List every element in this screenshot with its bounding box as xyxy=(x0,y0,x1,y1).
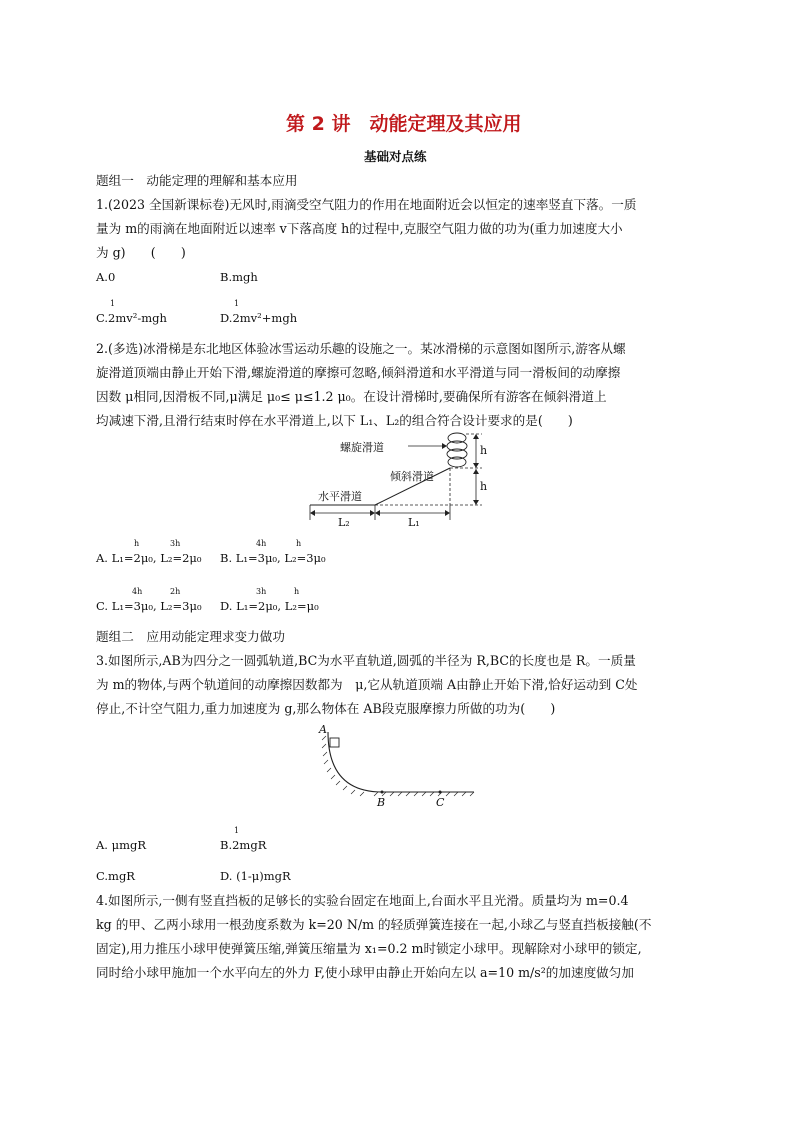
group1-heading: 题组一 动能定理的理解和基本应用 xyxy=(96,173,298,188)
q1-line-2: 量为 m的雨滴在地面附近以速率 v下落高度 h的过程中,克服空气阻力做的功为(重力加速度大小 xyxy=(96,221,623,236)
q1-option-d-numerator: 1 xyxy=(234,299,240,308)
q3-option-b-numerator: 1 xyxy=(234,826,240,835)
q3-option-c: C.mgR xyxy=(96,869,135,883)
q2-line-3: 因数 μ相同,因滑板不同,μ满足 μ₀≤ μ≤1.2 μ₀。在设计滑梯时,要确保所有游客在倾斜滑道上 xyxy=(96,389,607,404)
arc-track-diagram xyxy=(312,722,482,814)
q2-option-d: D. L₁=2μ₀, L₂=μ₀ xyxy=(220,599,319,613)
horizontal-slide-label: 水平滑道 xyxy=(318,490,362,503)
q2-option-c-num2: 2h xyxy=(170,587,181,596)
q2-line-4: 均减速下滑,且滑行结束时停在水平滑道上,以下 L₁、L₂的组合符合设计要求的是( ) xyxy=(96,413,573,428)
point-c-label: C xyxy=(436,796,445,809)
point-a-label: A xyxy=(319,723,327,736)
q2-option-b-num1: 4h xyxy=(256,539,267,548)
q4-line-3: 固定),用力推压小球甲使弹簧压缩,弹簧压缩量为 x₁=0.2 m时锁定小球甲。现解除对小球甲的锁定, xyxy=(96,941,642,956)
spiral-slide-label: 螺旋滑道 xyxy=(340,441,384,454)
q1-line-3: 为 g) ( ) xyxy=(96,245,186,260)
point-b-label: B xyxy=(377,796,386,809)
q3-option-d: D. (1-μ)mgR xyxy=(220,869,291,883)
height-label-lower: h xyxy=(480,480,488,493)
height-label-upper: h xyxy=(480,444,488,457)
section-subtitle: 基础对点练 xyxy=(364,149,427,164)
q1-line-1: 1.(2023 全国新课标卷)无风时,雨滴受空气阻力的作用在地面附近会以恒定的速率竖直下落。一质 xyxy=(96,197,637,212)
q3-line-2: 为 m的物体,与两个轨道间的动摩擦因数都为 μ,它从轨道顶端 A由静止开始下滑,恰好运动到 C处 xyxy=(96,677,638,692)
q3-option-b: B.2mgR xyxy=(220,838,267,852)
q2-option-b: B. L₁=3μ₀, L₂=3μ₀ xyxy=(220,551,326,565)
arc-track-figure xyxy=(312,722,482,814)
q2-option-a-num2: 3h xyxy=(170,539,181,548)
q4-line-4: 同时给小球甲施加一个水平向左的外力 F,使小球甲由静止开始向左以 a=10 m/s²的加速度做匀加 xyxy=(96,965,634,980)
length-label-l2: L₂ xyxy=(338,516,350,529)
q3-line-3: 停止,不计空气阻力,重力加速度为 g,那么物体在 AB段克服摩擦力所做的功为( ) xyxy=(96,701,556,716)
q2-option-a-num1: h xyxy=(134,539,140,548)
q4-line-1: 4.如图所示,一侧有竖直挡板的足够长的实验台固定在地面上,台面水平且光滑。质量均为 m=0.4 xyxy=(96,893,629,908)
q2-line-2: 旋滑道顶端由静止开始下滑,螺旋滑道的摩擦可忽略,倾斜滑道和水平滑道与同一滑板间的动摩擦 xyxy=(96,365,621,380)
q1-option-b: B.mgh xyxy=(220,270,258,284)
q2-option-c: C. L₁=3μ₀, L₂=3μ₀ xyxy=(96,599,202,613)
q1-option-d: D.2mv²+mgh xyxy=(220,311,298,325)
length-label-l1: L₁ xyxy=(408,516,420,529)
q2-option-d-num1: 3h xyxy=(256,587,267,596)
q1-option-c: C.2mv²-mgh xyxy=(96,311,167,325)
q4-line-2: kg 的甲、乙两小球用一根劲度系数为 k=20 N/m 的轻质弹簧连接在一起,小球乙与竖直挡板接触(不 xyxy=(96,917,652,932)
group2-heading: 题组二 应用动能定理求变力做功 xyxy=(96,629,285,644)
ice-slide-figure xyxy=(300,428,510,538)
q3-option-a: A. μmgR xyxy=(96,838,147,852)
q2-line-1: 2.(多选)冰滑梯是东北地区体验冰雪运动乐趣的设施之一。某冰滑梯的示意图如图所示,游客从螺 xyxy=(96,341,626,356)
page-title: 第 2 讲 动能定理及其应用 xyxy=(286,113,522,135)
q2-option-b-num2: h xyxy=(296,539,302,548)
q3-line-1: 3.如图所示,AB为四分之一圆弧轨道,BC为水平直轨道,圆弧的半径为 R,BC的长度也是 R。一质量 xyxy=(96,653,636,668)
q1-option-a: A.0 xyxy=(96,270,116,284)
q2-option-c-num1: 4h xyxy=(132,587,143,596)
incline-slide-label: 倾斜滑道 xyxy=(390,470,434,483)
q2-option-d-num2: h xyxy=(294,587,300,596)
q2-option-a: A. L₁=2μ₀, L₂=2μ₀ xyxy=(96,551,202,565)
q1-option-c-numerator: 1 xyxy=(110,299,116,308)
